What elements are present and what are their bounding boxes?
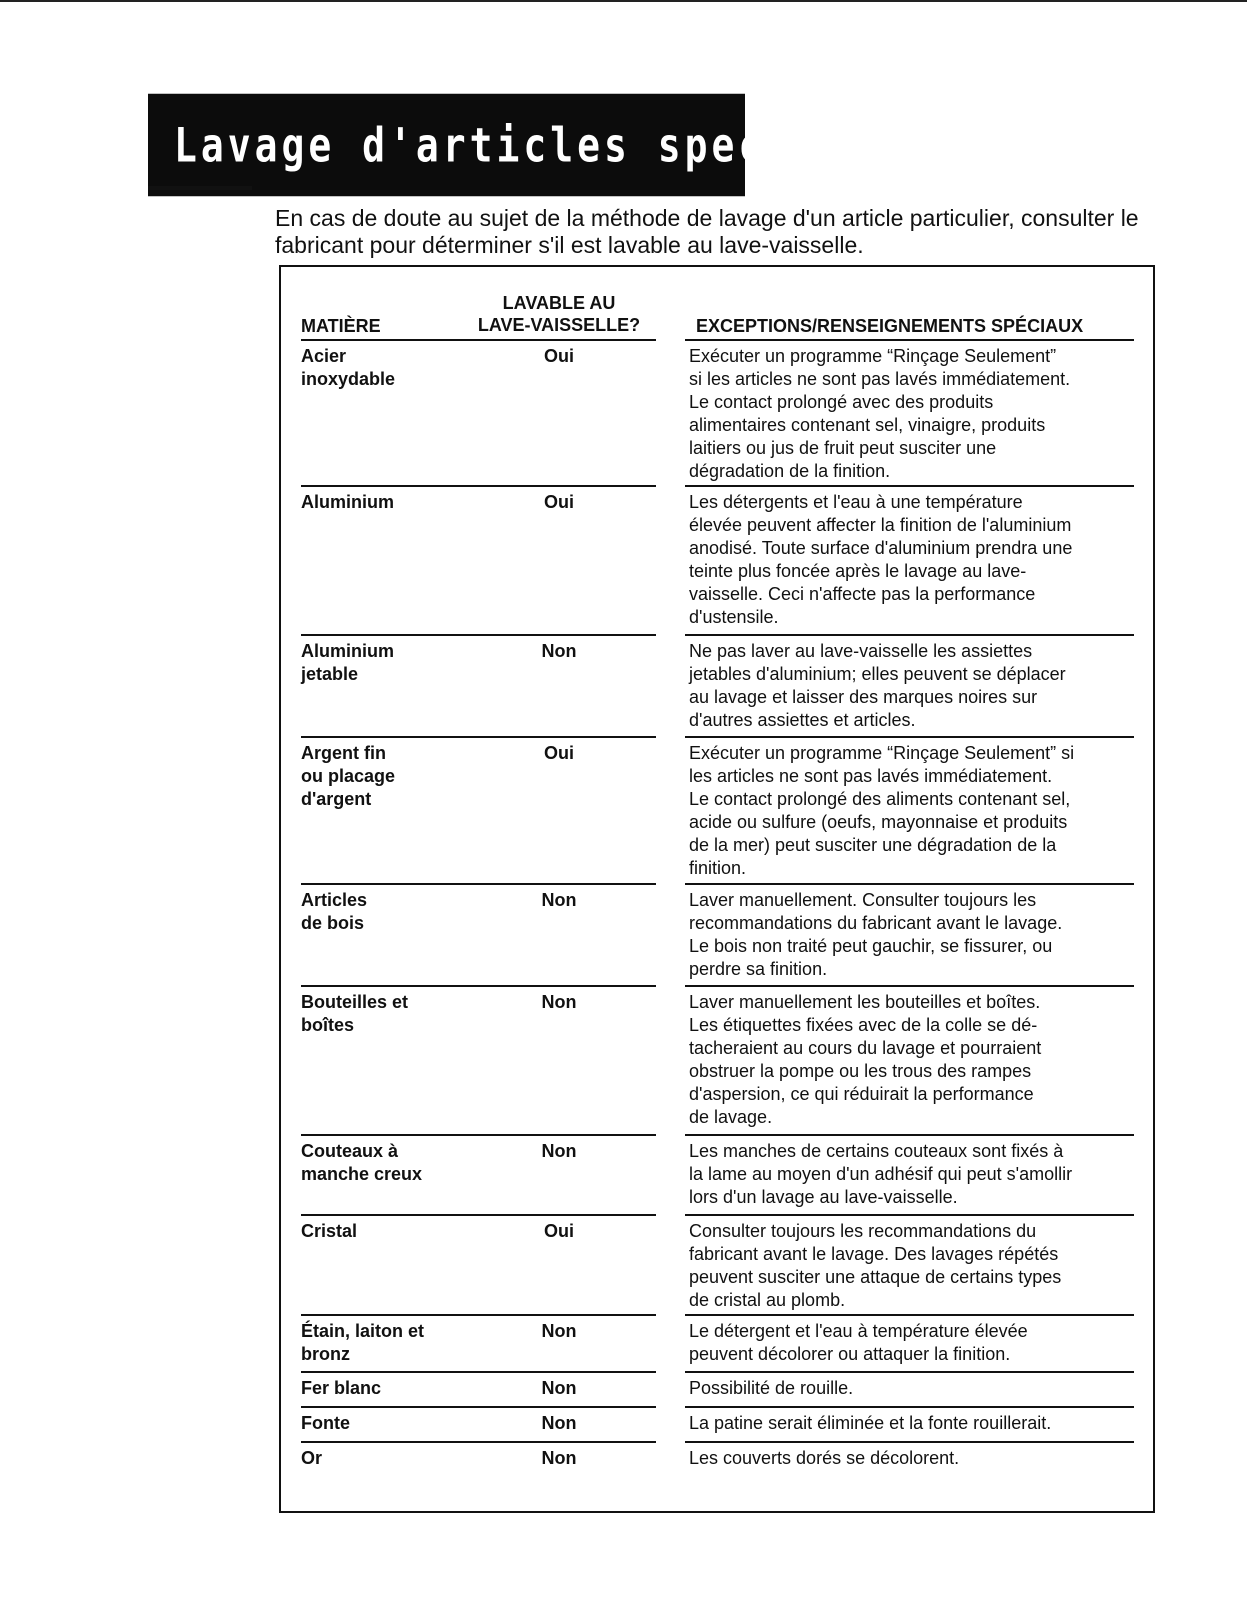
- intro-paragraph: En cas de doute au sujet de la méthode de lavage d'un article particulier, consulter le fabricant pour déterminer s'il est lavable au lave-vaisselle.: [275, 205, 1139, 258]
- washing-table: [279, 265, 1155, 1513]
- table-row: [281, 1406, 1153, 1441]
- notes-cell: Les manches de certains couteaux sont fixés à la lame au moyen d'un adhésif qui peut s'amollir lors d'un lavage au lave-vaisselle.: [689, 1141, 1073, 1207]
- notes-cell: La patine serait éliminée et la fonte rouillerait.: [689, 1413, 1052, 1433]
- table-row: [281, 1314, 1153, 1371]
- row-divider: [301, 1371, 656, 1373]
- washable-cell: Non: [541, 1448, 577, 1468]
- row-divider: [685, 1134, 1134, 1136]
- row-divider: [301, 985, 656, 987]
- row-divider: [685, 485, 1134, 487]
- material-cell: Cristal: [301, 1221, 358, 1241]
- top-rule: [0, 0, 1247, 2]
- washable-cell: Non: [541, 1378, 577, 1398]
- row-divider: [685, 1214, 1134, 1216]
- material-cell: Or: [301, 1448, 323, 1468]
- row-divider: [301, 1134, 656, 1136]
- washable-cell: Oui: [544, 492, 574, 512]
- row-divider: [301, 883, 656, 885]
- row-divider: [301, 736, 656, 738]
- table-row: [281, 1441, 1153, 1481]
- material-cell: Acier inoxydable: [301, 346, 396, 389]
- title-underline: [148, 186, 252, 190]
- row-divider: [301, 1214, 656, 1216]
- notes-cell: Le détergent et l'eau à température élevée peuvent décolorer ou attaquer la finition.: [689, 1321, 1028, 1364]
- material-cell: Argent fin ou placage d'argent: [301, 743, 396, 809]
- row-divider: [685, 1314, 1134, 1316]
- washable-cell: Non: [541, 1321, 577, 1341]
- washable-cell: Oui: [544, 1221, 574, 1241]
- material-cell: Articles de bois: [301, 890, 368, 933]
- material-cell: Étain, laiton et bronz: [301, 1321, 425, 1364]
- table-row: [281, 1134, 1153, 1214]
- header-exceptions: EXCEPTIONS/RENSEIGNEMENTS SPÉCIAUX: [696, 316, 1084, 336]
- table-row: [281, 1371, 1153, 1406]
- washable-cell: Non: [541, 992, 577, 1012]
- notes-cell: Exécuter un programme “Rinçage Seulement” si les articles ne sont pas lavés immédiatement. Le contact prolongé des aliments contenant sel, acide ou sulfure (oeufs, mayonnaise et produits de la mer) peut susciter une dégradation de la finition.: [689, 743, 1075, 878]
- row-divider: [301, 1441, 656, 1443]
- row-divider: [301, 339, 656, 341]
- page-title-text: Lavage d'articles speciaux: [174, 117, 873, 173]
- row-divider: [301, 485, 656, 487]
- row-divider: [685, 736, 1134, 738]
- row-divider: [301, 634, 656, 636]
- table-row: [281, 1214, 1153, 1314]
- notes-cell: Les détergents et l'eau à une température élevée peuvent affecter la finition de l'aluminium anodisé. Toute surface d'aluminium prendra une teinte plus foncée après le lavage au lave- vaisselle. Ceci n'affecte pas la performance d'ustensile.: [689, 492, 1073, 627]
- washable-cell: Oui: [544, 346, 574, 366]
- notes-cell: Possibilité de rouille.: [689, 1378, 854, 1398]
- row-divider: [685, 1406, 1134, 1408]
- washable-cell: Non: [541, 1141, 577, 1161]
- table-header: [281, 267, 1153, 339]
- notes-cell: Laver manuellement les bouteilles et boîtes. Les étiquettes fixées avec de la colle se dé- tacheraient au cours du lavage et pourraient obstruer la pompe ou les trous des rampes d'aspersion, ce qui réduirait la performance de lavage.: [689, 992, 1042, 1127]
- header-washable: LAVABLE AU LAVE-VAISSELLE?: [477, 293, 641, 335]
- header-material: MATIÈRE: [301, 316, 381, 336]
- material-cell: Bouteilles et boîtes: [301, 992, 409, 1035]
- row-divider: [301, 1406, 656, 1408]
- row-divider: [685, 634, 1134, 636]
- notes-cell: Les couverts dorés se décolorent.: [689, 1448, 960, 1468]
- material-cell: Fer blanc: [301, 1378, 382, 1398]
- row-divider: [685, 883, 1134, 885]
- row-divider: [685, 339, 1134, 341]
- row-divider: [301, 1314, 656, 1316]
- notes-cell: Consulter toujours les recommandations du fabricant avant le lavage. Des lavages répétés peuvent susciter une attaque de certains types de cristal au plomb.: [689, 1221, 1062, 1310]
- row-divider: [685, 1441, 1134, 1443]
- table-row: [281, 485, 1153, 634]
- material-cell: Aluminium: [301, 492, 394, 512]
- table-row: [281, 985, 1153, 1134]
- washable-cell: Non: [541, 890, 577, 910]
- washable-cell: Non: [541, 1413, 577, 1433]
- page-title: [148, 94, 873, 197]
- material-cell: Aluminium jetable: [301, 641, 394, 684]
- table-row: [281, 339, 1153, 485]
- table-row: [281, 883, 1153, 985]
- table-row: [281, 736, 1153, 883]
- notes-cell: Ne pas laver au lave-vaisselle les assiettes jetables d'aluminium; elles peuvent se déplacer au lavage et laisser des marques noires sur d'autres assiettes et articles.: [689, 641, 1066, 730]
- table-row: [281, 634, 1153, 736]
- washable-cell: Non: [541, 641, 577, 661]
- notes-cell: Exécuter un programme “Rinçage Seulement” si les articles ne sont pas lavés immédiatement. Le contact prolongé avec des produits alimentaires contenant sel, vinaigre, produits laitiers ou jus de fruit peut susciter une dégradation de la finition.: [689, 346, 1071, 481]
- washable-cell: Oui: [544, 743, 574, 763]
- row-divider: [685, 1371, 1134, 1373]
- material-cell: Fonte: [301, 1413, 350, 1433]
- material-cell: Couteaux à manche creux: [301, 1141, 423, 1184]
- notes-cell: Laver manuellement. Consulter toujours les recommandations du fabricant avant le lavage. Le bois non traité peut gauchir, se fissurer, ou perdre sa finition.: [689, 890, 1063, 979]
- table-body: [281, 339, 1153, 1481]
- row-divider: [685, 985, 1134, 987]
